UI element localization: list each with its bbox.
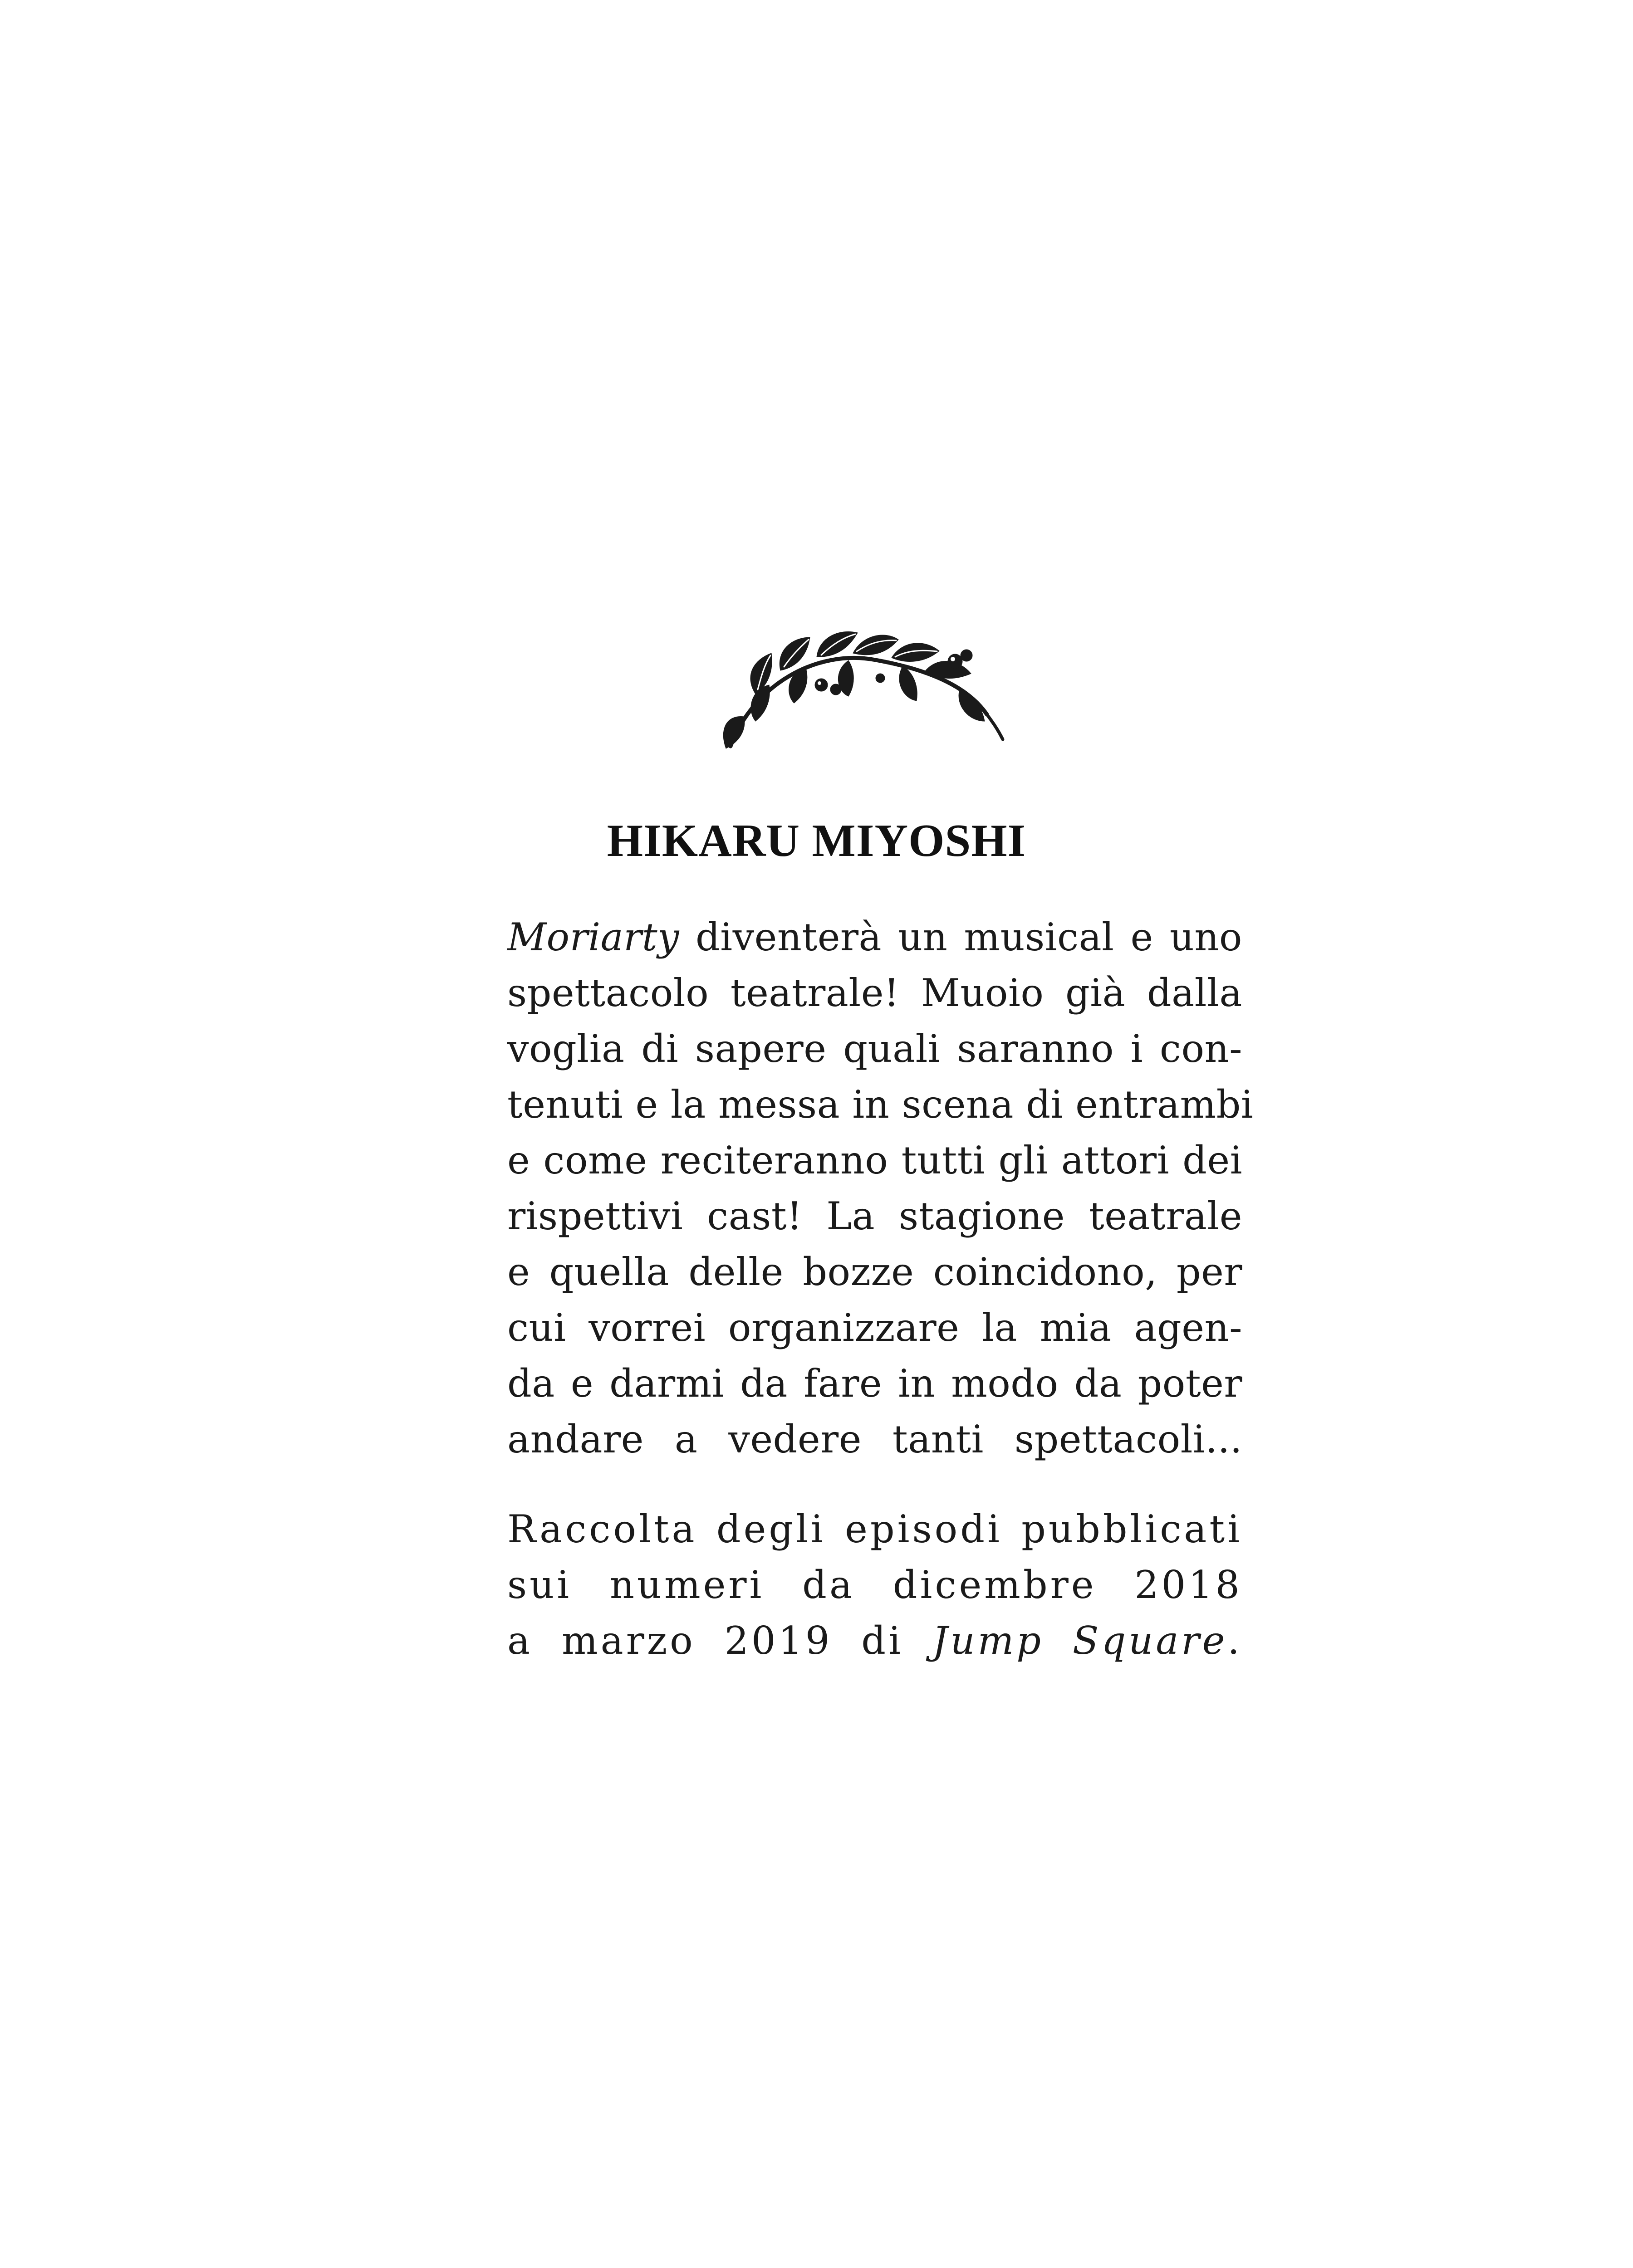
comment-line: voglia di sapere quali saranno i con-	[507, 1026, 1242, 1071]
comment-line: spettacolo teatrale! Muoio già dalla	[507, 971, 1242, 1015]
comment-line	[507, 909, 1242, 965]
comment-line: tenuti e la messa in scena di entrambi	[507, 1082, 1254, 1127]
credit-line: Raccolta degli episodi pubblicati	[507, 1507, 1242, 1551]
comment-line-text: diventerà un musical e uno	[679, 915, 1242, 959]
comment-line: andare a vedere tanti spettacoli...	[507, 1417, 1242, 1461]
comment-line: e quella delle bozze coincidono, per	[507, 1250, 1242, 1294]
credit-prefix: a marzo 2019 di	[507, 1618, 932, 1663]
comment-line: rispettivi cast! La stagione teatrale	[507, 1194, 1242, 1238]
author-name: HIKARU MIYOSHI	[607, 815, 1026, 866]
comment-line: e come reciteranno tutti gli attori dei	[507, 1138, 1242, 1183]
manga-title: Moriarty	[507, 915, 680, 959]
magazine-title: Jump Square	[932, 1618, 1228, 1663]
credit-line: sui numeri da dicembre 2018	[507, 1563, 1242, 1607]
publication-credit	[507, 1501, 1242, 1669]
author-comment	[507, 909, 1254, 1467]
comment-line: da e darmi da fare in modo da poter	[507, 1361, 1242, 1406]
credit-suffix: .	[1227, 1618, 1242, 1663]
credit-line	[507, 1613, 1242, 1669]
laurel-branch-icon	[712, 617, 1007, 767]
comment-line: cui vorrei organizzare la mia agen-	[507, 1305, 1242, 1350]
